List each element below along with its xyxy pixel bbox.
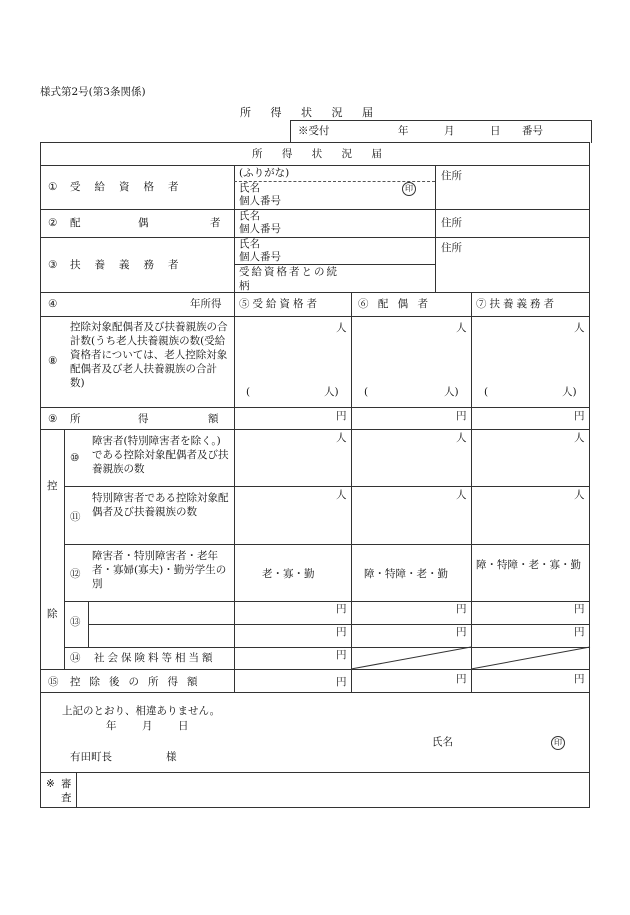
row15-label: 控除後の所得額 xyxy=(70,676,207,688)
row10-c7-unit: 人 xyxy=(574,432,585,444)
review-mark: ※ xyxy=(46,778,55,790)
row15-c5-unit: 円 xyxy=(336,676,347,688)
declaration-statement: 上記のとおり、相違ありません。 xyxy=(62,705,221,717)
row11-c5-unit: 人 xyxy=(336,489,347,501)
form-title: 所 得 状 況 届 xyxy=(252,148,390,160)
person2-role-char1: 配 xyxy=(70,217,81,229)
row13-num: ⑬ xyxy=(70,616,81,628)
person3-address-label: 住所 xyxy=(441,242,462,254)
col5-header: ⑤受給資格者 xyxy=(239,298,320,310)
row9-char1: 所 xyxy=(70,413,81,425)
person1-name-label: 氏名 xyxy=(239,182,260,194)
row4-label: 年所得 xyxy=(190,298,222,310)
row13a-c5-unit: 円 xyxy=(336,603,347,615)
declaration-honorific: 様 xyxy=(166,751,177,763)
receipt-label: ※受付 xyxy=(298,125,330,137)
row8-c5-paren-close: 人) xyxy=(324,386,339,398)
declaration-seal-icon: 印 xyxy=(551,736,565,750)
row8-c7-unit: 人 xyxy=(574,322,585,334)
row15-c7-unit: 円 xyxy=(574,673,585,685)
declaration-day: 日 xyxy=(178,720,189,732)
row10-c6-unit: 人 xyxy=(456,432,467,444)
row9-c7-unit: 円 xyxy=(574,410,585,422)
row12-c7-value: 障・特障・老・寡・勤 xyxy=(476,559,581,571)
person1-address-label: 住所 xyxy=(441,170,462,182)
receipt-year: 年 xyxy=(398,125,409,137)
row8-c6-unit: 人 xyxy=(456,322,467,334)
person3-name-label: 氏名 xyxy=(239,238,260,250)
col7-header: ⑦扶養義務者 xyxy=(476,298,557,310)
person2-id-label: 個人番号 xyxy=(239,223,281,235)
declaration-month: 月 xyxy=(142,720,153,732)
form-number: 様式第2号(第3条関係) xyxy=(40,86,146,98)
receipt-month: 月 xyxy=(444,125,455,137)
person2-name-label: 氏名 xyxy=(239,210,260,222)
row14-c5-unit: 円 xyxy=(336,649,347,661)
row10-label: 障害者(特別障害者を除く。)である控除対象配偶者及び扶養親族の数 xyxy=(92,435,229,475)
row12-num: ⑫ xyxy=(70,568,81,580)
person2-address-label: 住所 xyxy=(441,217,462,229)
declaration-year: 年 xyxy=(106,720,117,732)
row11-c6-unit: 人 xyxy=(456,489,467,501)
row8-c5-paren-open: ( xyxy=(246,386,251,398)
row10-c5-unit: 人 xyxy=(336,432,347,444)
person3-role: 扶養義務者 xyxy=(70,259,193,271)
row12-c6-value: 障・特障・老・勤 xyxy=(364,568,448,580)
person2-num: ② xyxy=(48,217,58,229)
row9-char3: 額 xyxy=(208,413,219,425)
person3-num: ③ xyxy=(48,259,58,271)
review-label-top: 審 xyxy=(61,778,72,790)
person1-id-label: 個人番号 xyxy=(239,195,281,207)
row8-c6-paren-open: ( xyxy=(364,386,369,398)
row12-c5-value: 老・寡・勤 xyxy=(262,568,315,580)
row11-num: ⑪ xyxy=(70,511,81,523)
row4-num: ④ xyxy=(48,298,58,310)
person1-role: 受給資格者 xyxy=(70,181,193,193)
row14-num: ⑭ xyxy=(70,652,81,664)
row9-num: ⑨ xyxy=(48,413,58,425)
receipt-day: 日 xyxy=(490,125,501,137)
row9-c6-unit: 円 xyxy=(456,410,467,422)
person1-furigana-label: (ふりがな) xyxy=(239,167,290,179)
row9-char2: 得 xyxy=(138,413,149,425)
row13b-c5-unit: 円 xyxy=(336,626,347,638)
person2-role-char2: 偶 xyxy=(138,217,149,229)
row9-c5-unit: 円 xyxy=(336,410,347,422)
row13a-c7-unit: 円 xyxy=(574,603,585,615)
row12-label: 障害者・特別障害者・老年者・寡婦(寡夫)・勤労学生の別 xyxy=(92,550,227,590)
row11-c7-unit: 人 xyxy=(574,489,585,501)
person1-num: ① xyxy=(48,181,58,193)
person1-seal-icon: 印 xyxy=(402,182,416,196)
person3-id-label: 個人番号 xyxy=(239,251,281,263)
row8-c5-unit: 人 xyxy=(336,322,347,334)
row8-label: 控除対象配偶者及び扶養親族の合計数(うち老人扶養親族の数(受給資格者については、老人控除対象配偶者及び老人扶養親族の合計数) xyxy=(70,321,228,389)
row8-c6-paren-close: 人) xyxy=(444,386,459,398)
person3-relation-label: 受給資格者との続柄 xyxy=(239,266,339,292)
row8-c7-paren-close: 人) xyxy=(562,386,577,398)
review-label-bottom: 査 xyxy=(61,792,72,804)
row14-label: 社会保険料等相当額 xyxy=(94,652,216,664)
row13b-c6-unit: 円 xyxy=(456,626,467,638)
row15-num: ⑮ xyxy=(48,676,59,688)
row11-label: 特別障害者である控除対象配偶者及び扶養親族の数 xyxy=(92,492,229,518)
row15-c6-unit: 円 xyxy=(456,673,467,685)
receipt-number: 番号 xyxy=(522,125,543,137)
declaration-name-label: 氏名 xyxy=(432,736,453,748)
row10-num: ⑩ xyxy=(70,452,80,464)
row8-c7-paren-open: ( xyxy=(484,386,489,398)
person2-role-char3: 者 xyxy=(210,217,221,229)
row13b-c7-unit: 円 xyxy=(574,626,585,638)
deduction-label-bottom: 除 xyxy=(47,608,58,620)
col6-header: ⑥ 配 偶 者 xyxy=(358,298,432,310)
row8-num: ⑧ xyxy=(48,355,58,367)
deduction-label-top: 控 xyxy=(47,480,58,492)
row13a-c6-unit: 円 xyxy=(456,603,467,615)
declaration-addressee: 有田町長 xyxy=(70,751,112,763)
page-title: 所 得 状 況 届 xyxy=(240,106,381,119)
